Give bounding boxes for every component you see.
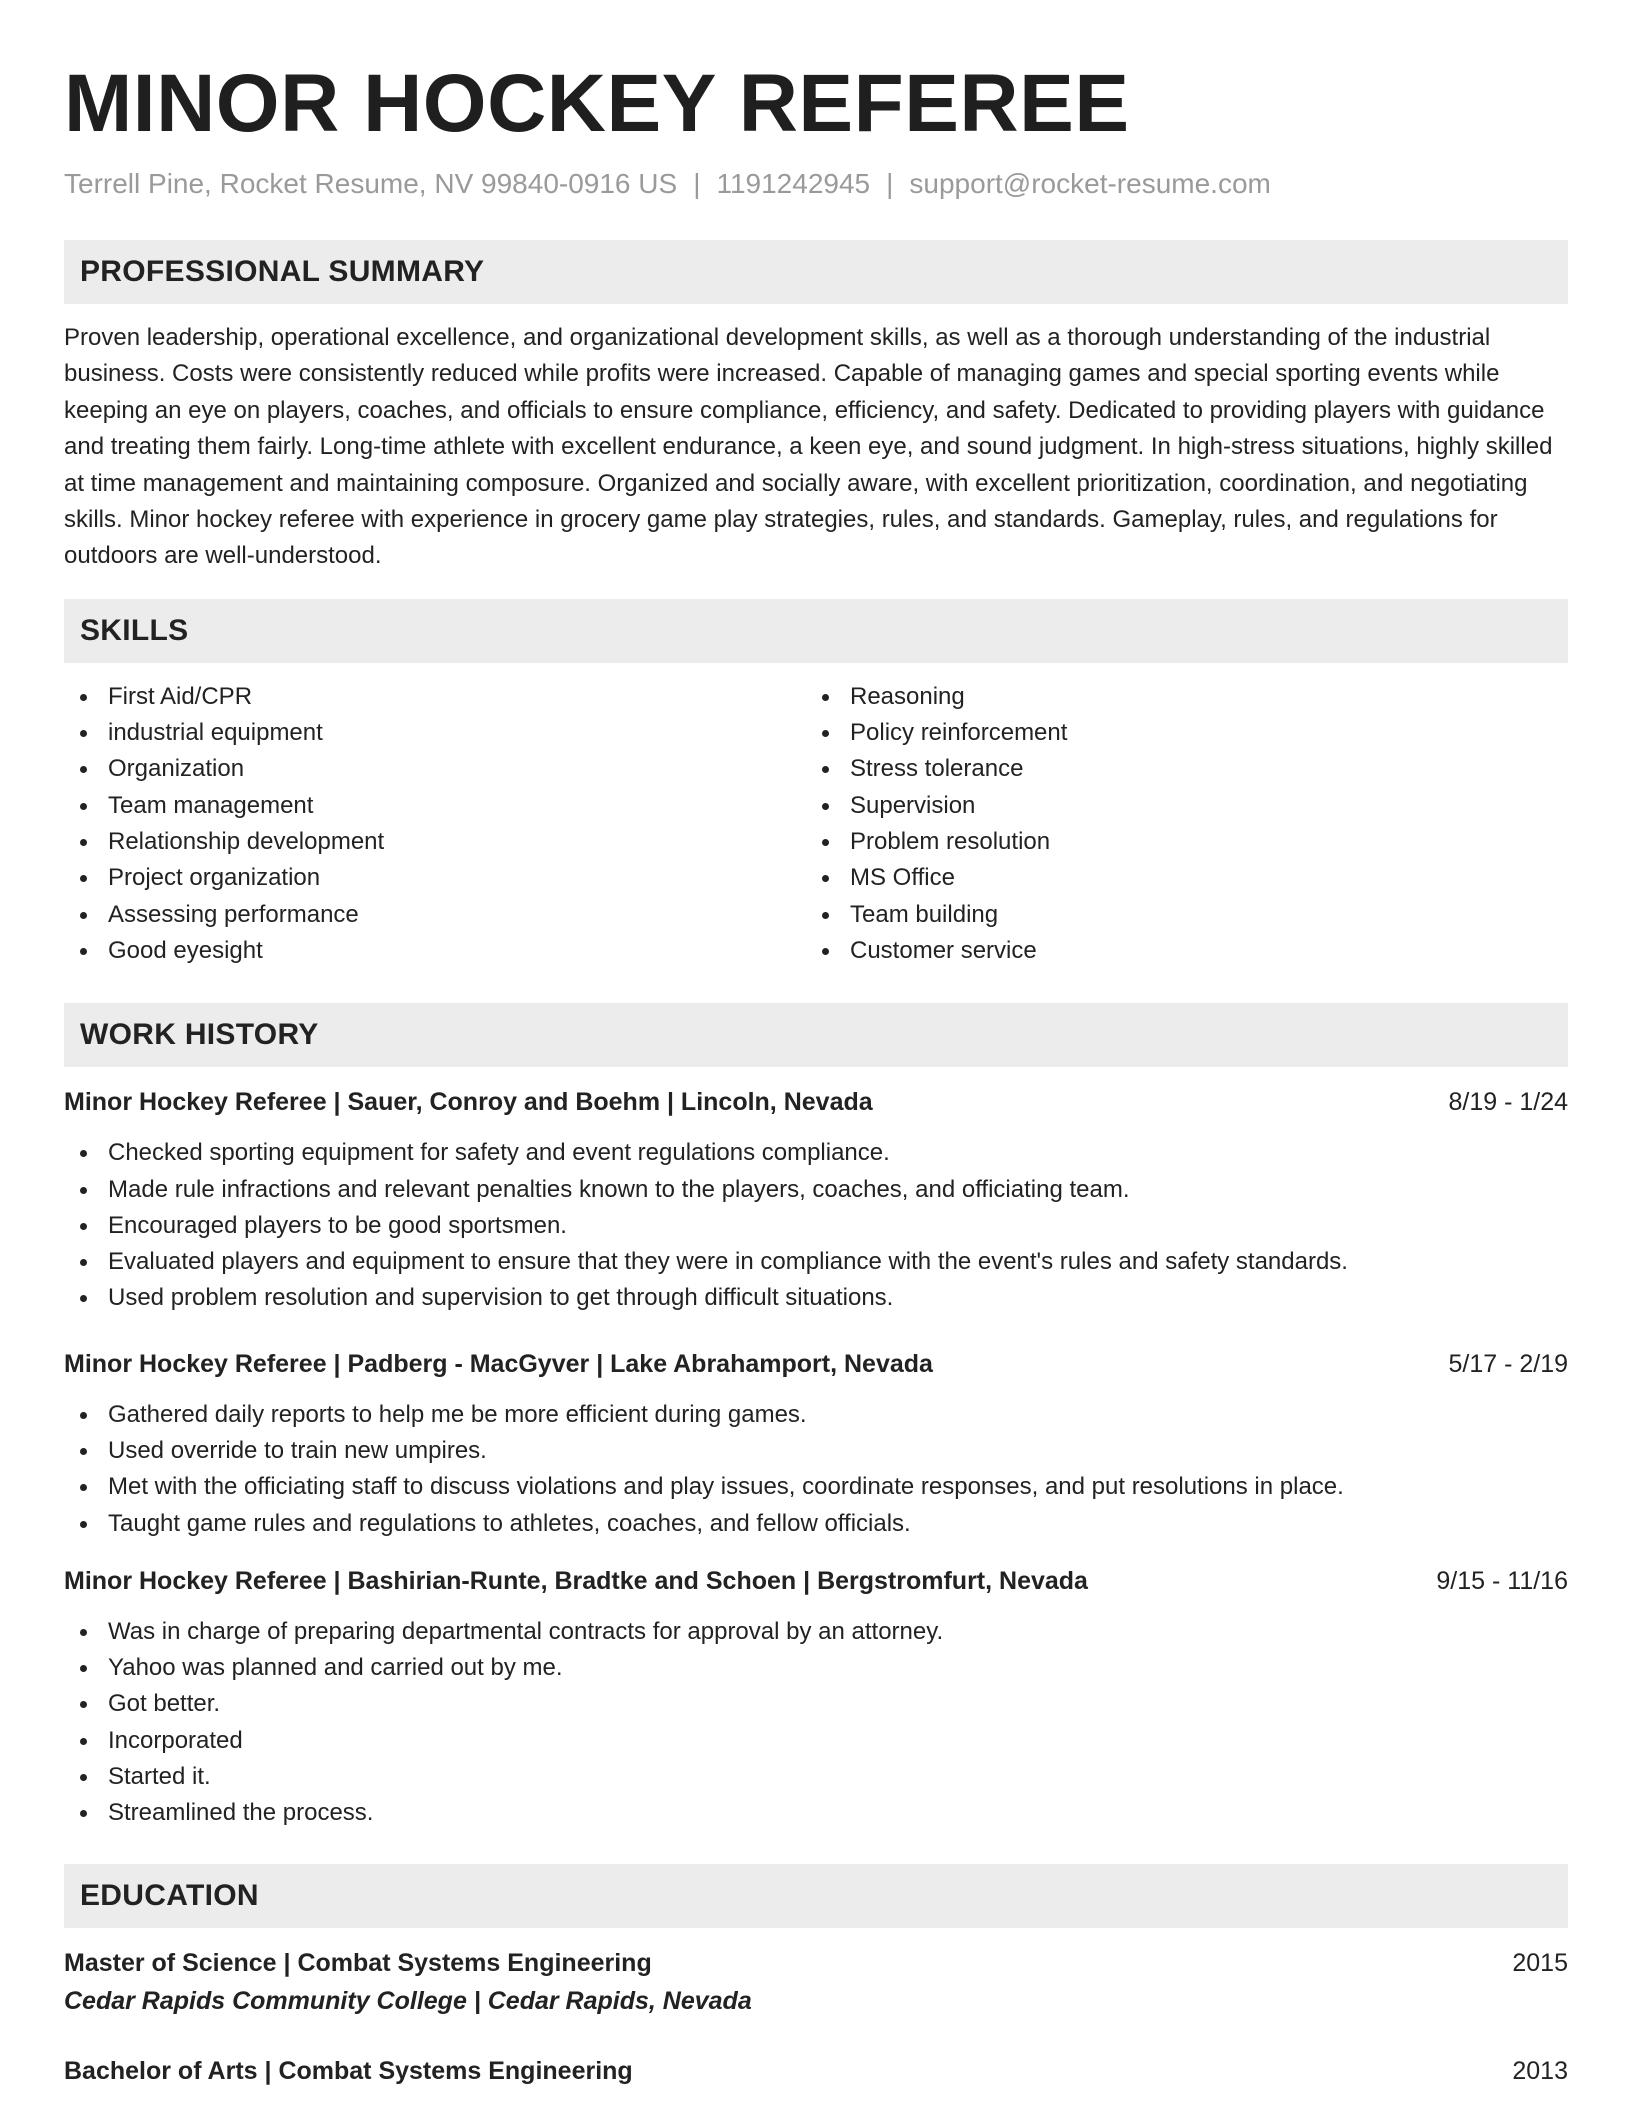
- job-title: Minor Hockey Referee | Bashirian-Runte, Bradtke and Schoen | Bergstromfurt, Nevada: [64, 1566, 1088, 1595]
- contact-separator: |: [693, 168, 701, 199]
- skill-item: Project organization: [64, 860, 806, 896]
- section-header-skills: SKILLS: [64, 599, 1568, 663]
- skills-list: [64, 679, 1568, 969]
- skills-column-right: [806, 679, 1548, 969]
- job-bullets: [64, 1614, 1568, 1832]
- job-bullet: Checked sporting equipment for safety and event regulations compliance.: [64, 1135, 1568, 1171]
- skill-item: Relationship development: [64, 824, 806, 860]
- skill-item: industrial equipment: [64, 715, 806, 751]
- job-heading-row: [64, 1085, 1568, 1119]
- job-dates: 9/15 - 11/16: [1436, 1566, 1568, 1595]
- job-bullet: Met with the officiating staff to discuss violations and play issues, coordinate responses, and put resolutions in place.: [64, 1469, 1568, 1505]
- skill-item: Stress tolerance: [806, 751, 1548, 787]
- skill-item: Good eyesight: [64, 933, 806, 969]
- contact-email: support@rocket-resume.com: [909, 168, 1271, 199]
- contact-line: [64, 166, 1568, 202]
- job-bullets: [64, 1397, 1568, 1542]
- job-title: Minor Hockey Referee | Padberg - MacGyver | Lake Abrahamport, Nevada: [64, 1349, 933, 1378]
- resume-name: MINOR HOCKEY REFEREE: [64, 58, 1130, 149]
- job-title: Minor Hockey Referee | Sauer, Conroy and Boehm | Lincoln, Nevada: [64, 1088, 873, 1117]
- job-bullet: Incorporated: [64, 1723, 1568, 1759]
- summary-text: Proven leadership, operational excellence, and organizational development skills, as well as a thorough understanding of the industrial business. Costs were consistently reduced while profits were increased. Capable of managing games and special sporting events while keeping an eye on players, coaches, and officials to ensure compliance, efficiency, and safety. Dedicated to providing players with guidance and treating them fairly. Long-time athlete with excellent endurance, a keen eye, and sound judgment. In high-stress situations, highly skilled at time management and maintaining composure. Organized and socially aware, with excellent prioritization, coordination, and negotiating skills. Minor hockey referee with experience in grocery game play strategies, rules, and standards. Gameplay, rules, and regulations for outdoors are well-understood.: [64, 324, 1553, 570]
- skill-item: Assessing performance: [64, 897, 806, 933]
- skills-column-left: [64, 679, 806, 969]
- education-entry: [64, 2054, 1568, 2088]
- education-year: 2015: [1512, 1948, 1568, 1977]
- job-bullet: Evaluated players and equipment to ensure that they were in compliance with the event's rules and safety standards.: [64, 1244, 1568, 1280]
- skill-item: Team building: [806, 897, 1548, 933]
- job-bullet: Was in charge of preparing departmental contracts for approval by an attorney.: [64, 1614, 1568, 1650]
- contact-separator: |: [886, 168, 894, 199]
- job-bullet: Got better.: [64, 1686, 1568, 1722]
- job-bullet: Encouraged players to be good sportsmen.: [64, 1208, 1568, 1244]
- skill-item: First Aid/CPR: [64, 679, 806, 715]
- job-bullet: Made rule infractions and relevant penalties known to the players, coaches, and officiating team.: [64, 1172, 1568, 1208]
- job-heading-row: [64, 1564, 1568, 1598]
- job-bullet: Gathered daily reports to help me be more efficient during games.: [64, 1397, 1568, 1433]
- section-header-work-history: WORK HISTORY: [64, 1003, 1568, 1067]
- job-dates: 8/19 - 1/24: [1448, 1088, 1568, 1117]
- job-heading-row: [64, 1347, 1568, 1381]
- job-bullet: Used problem resolution and supervision to get through difficult situations.: [64, 1280, 1568, 1316]
- job-entry: [64, 1347, 1568, 1542]
- skill-item: MS Office: [806, 860, 1548, 896]
- skill-item: Reasoning: [806, 679, 1548, 715]
- education-heading-row: [64, 2054, 1568, 2088]
- skill-item: Policy reinforcement: [806, 715, 1548, 751]
- education-degree: Bachelor of Arts | Combat Systems Engineering: [64, 2056, 633, 2085]
- job-entry: [64, 1564, 1568, 1832]
- contact-address: Terrell Pine, Rocket Resume, NV 99840-0916 US: [64, 168, 678, 199]
- section-header-summary: PROFESSIONAL SUMMARY: [64, 240, 1568, 304]
- job-bullets: [64, 1135, 1568, 1316]
- education-degree: Master of Science | Combat Systems Engineering: [64, 1948, 652, 1977]
- job-bullet: Used override to train new umpires.: [64, 1433, 1568, 1469]
- contact-phone: 1191242945: [716, 168, 871, 199]
- skill-item: Problem resolution: [806, 824, 1548, 860]
- skill-item: Customer service: [806, 933, 1548, 969]
- education-heading-row: [64, 1946, 1568, 1980]
- job-bullet: Streamlined the process.: [64, 1795, 1568, 1831]
- job-bullet: Yahoo was planned and carried out by me.: [64, 1650, 1568, 1686]
- skill-item: Organization: [64, 751, 806, 787]
- skill-item: Team management: [64, 788, 806, 824]
- job-bullet: Taught game rules and regulations to athletes, coaches, and fellow officials.: [64, 1506, 1568, 1542]
- job-bullet: Started it.: [64, 1759, 1568, 1795]
- skill-item: Supervision: [806, 788, 1548, 824]
- job-entry: [64, 1085, 1568, 1316]
- section-header-education: EDUCATION: [64, 1864, 1568, 1928]
- education-year: 2013: [1512, 2056, 1568, 2085]
- job-dates: 5/17 - 2/19: [1448, 1349, 1568, 1378]
- education-entry: [64, 1946, 1568, 2018]
- education-school: Cedar Rapids Community College | Cedar Rapids, Nevada: [64, 1986, 752, 2015]
